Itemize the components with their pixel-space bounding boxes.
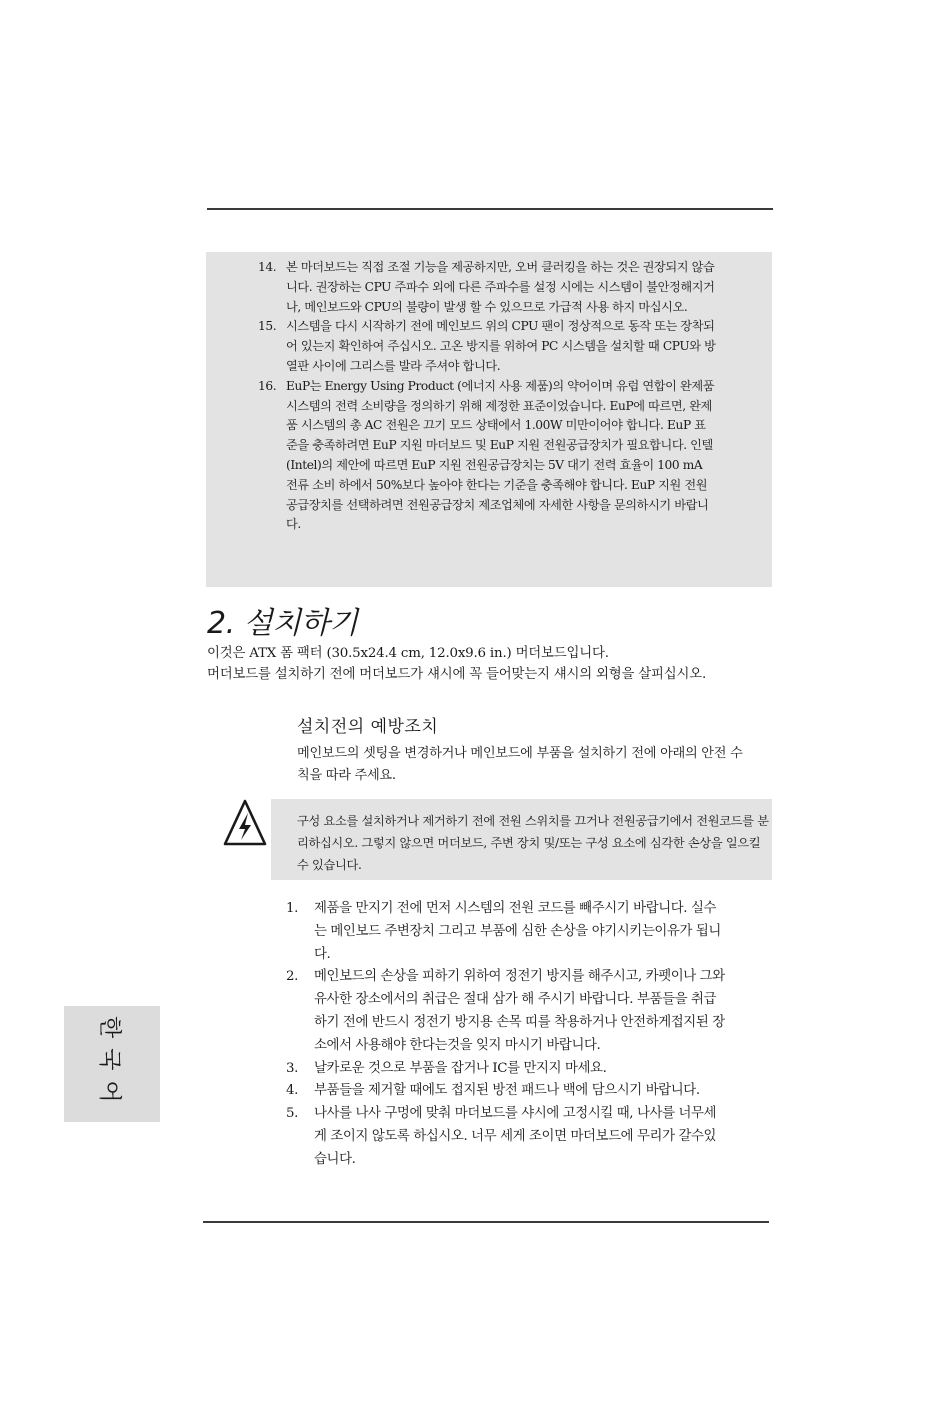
intro-line: 이것은 ATX 폼 팩터 (30.5x24.4 cm, 12.0x9.6 in.) 머더보드입니다. <box>207 646 609 661</box>
note-text: EuP는 Energy Using Product (에너지 사용 제품)의 약어이며 유럽 연합이 완제품 시스템의 전력 소비량을 정의하기 위해 제정한 표준이었습니다. EuP에 따르면, 완제품 시스템의 총 AC 전원은 끄기 모드 상태에서 1.00W 미만이어야 합니다. EuP 표준을 충족하려면 EuP 지원 마더보드 및 EuP 지원 전원공급장치가 필요합니다. 인텔(Intel)의 제안에 따르면 EuP 지원 전원공급장치는 5V 대기 전력 효율이 100 mA 전류 소비 하에서 50%보다 높아야 한다는 기준을 충족해야 합니다. EuP 지원 전원공급장치를 선택하려면 전원공급장치 제조업체에 자세한 사항을 문의하시기 바랍니다. <box>286 378 715 532</box>
list-item <box>286 1058 726 1081</box>
header-rule <box>207 208 773 210</box>
note-number: 14. <box>258 260 277 274</box>
precautions-heading: 설치전의 예방조치 <box>297 717 439 737</box>
high-voltage-warning-icon <box>222 798 268 848</box>
note-15 <box>258 317 716 376</box>
step-text: 메인보드의 손상을 피하기 위하여 정전기 방지를 해주시고, 카펫이나 그와 유사한 장소에서의 취급은 절대 삼가 해 주시기 바랍니다. 부품들을 취급하기 전에 반드시 정전기 방지용 손목 띠를 착용하거나 안전하게접지된 장소에서 사용해야 한다는것을 잊지 마시기 바랍니다. <box>314 969 725 1053</box>
step-number: 1. <box>286 901 298 916</box>
language-tab-label: 한국어 <box>96 1015 123 1113</box>
step-number: 3. <box>286 1060 298 1076</box>
step-number: 4. <box>286 1083 298 1099</box>
section-title: 2. 설치하기 <box>207 606 358 641</box>
note-text: 시스템을 다시 시작하기 전에 메인보드 위의 CPU 팬이 정상적으로 동작 또는 장착되어 있는지 확인하여 주십시오. 고온 방지를 위하여 PC 시스템을 설치할 때 CPU와 방열판 사이에 그리스를 발라 주셔야 합니다. <box>286 319 716 373</box>
note-number: 15. <box>258 319 277 334</box>
note-text: 본 마더보드는 직접 조절 기능을 제공하지만, 오버 클러킹을 하는 것은 권장되지 않습니다. 권장하는 CPU 주파수 외에 다른 주파수를 설정 시에는 시스템이 불안정해지거나, 메인보드와 CPU의 불량이 발생 할 수 있으므로 가급적 사용 하지 마십시오. <box>286 260 715 314</box>
step-number: 2. <box>286 969 298 985</box>
step-number: 5. <box>286 1106 298 1122</box>
precaution-steps <box>286 898 726 1172</box>
precautions-body: 메인보드의 셋팅을 변경하거나 메인보드에 부품을 설치하기 전에 아래의 안전 수칙을 따라 주세요. <box>297 746 743 783</box>
note-number: 16. <box>258 378 277 393</box>
warning-box <box>271 799 772 880</box>
notes-box <box>206 252 772 587</box>
list-item <box>286 1080 726 1103</box>
footer-rule <box>203 1221 769 1223</box>
language-tab <box>64 1006 160 1122</box>
note-14 <box>258 258 716 317</box>
list-item <box>286 898 726 966</box>
list-item <box>286 966 726 1057</box>
warning-text: 구성 요소를 설치하거나 제거하기 전에 전원 스위치를 끄거나 전원공급기에서 전원코드를 분리하십시오. 그렇지 않으면 머더보드, 주변 장치 및/또는 구성 요소에 심각한 손상을 일으킬 수 있습니다. <box>297 814 769 872</box>
notes-list <box>258 258 716 535</box>
step-text: 나사를 나사 구멍에 맞춰 마더보드를 샤시에 고정시킬 때, 나사를 너무세게 조이지 않도록 하십시오. 너무 세게 조이면 마더보드에 무리가 갈수있습니다. <box>314 1106 717 1167</box>
step-text: 제품을 만지기 전에 먼저 시스템의 전원 코드를 빼주시기 바랍니다. 실수는 메인보드 주변장치 그리고 부품에 심한 손상을 야기시키는이유가 됩니다. <box>314 901 721 962</box>
note-16 <box>258 377 716 535</box>
step-text: 날카로운 것으로 부품을 잡거나 IC를 만지지 마세요. <box>314 1060 607 1076</box>
step-text: 부품들을 제거할 때에도 접지된 방전 패드나 백에 담으시기 바랍니다. <box>314 1083 700 1099</box>
intro-line: 머더보드를 설치하기 전에 머더보드가 섀시에 꼭 들어맞는지 섀시의 외형을 살피십시오. <box>207 666 707 682</box>
section-intro <box>207 644 767 685</box>
list-item <box>286 1103 726 1171</box>
